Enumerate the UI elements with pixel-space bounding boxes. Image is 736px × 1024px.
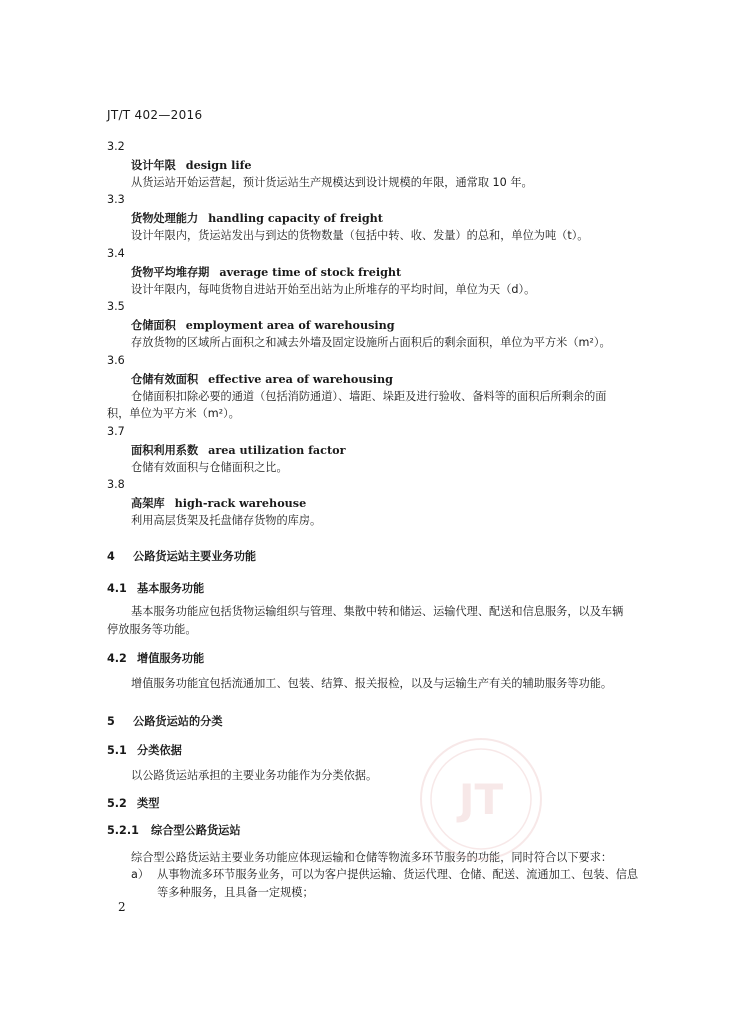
term-number: 3.3 (107, 193, 125, 206)
subsection-number: 4.1 (107, 582, 127, 595)
subsection-heading (107, 742, 182, 758)
page-number: 2 (118, 900, 126, 914)
term-en: design life (185, 158, 252, 172)
term-zh: 货物平均堆存期 (131, 266, 210, 279)
subsection-heading (107, 795, 159, 811)
term-number: 3.2 (107, 140, 125, 153)
term-definition: 从货运站开始运营起，预计货运站生产规模达到设计规模的年限，通常取 10 年。 (131, 176, 533, 189)
term-en: handling capacity of freight (208, 211, 383, 225)
subsubsection-heading (107, 822, 241, 838)
term-en: area utilization factor (208, 443, 346, 457)
term-title (131, 442, 346, 459)
list-item-text-continued: 等多种服务，且具备一定规模； (157, 886, 314, 899)
paragraph-continued: 停放服务等功能。 (107, 623, 197, 636)
list-marker: a） (131, 868, 150, 881)
term-definition-continued: 积，单位为平方米（m²）。 (107, 407, 240, 420)
term-definition: 仓储面积扣除必要的通道（包括消防通道）、墙距、垛距及进行验收、备料等的面积后所剩余的面 (131, 390, 607, 403)
term-number: 3.8 (107, 478, 125, 491)
term-zh: 货物处理能力 (131, 212, 199, 225)
term-number: 3.7 (107, 425, 125, 438)
term-en: employment area of warehousing (185, 318, 395, 332)
term-title (131, 495, 306, 512)
subsection-number: 4.2 (107, 652, 127, 665)
section-number: 5 (107, 715, 115, 728)
term-en: high-rack warehouse (174, 496, 307, 510)
subsection-title: 类型 (137, 797, 160, 810)
jt-seal-watermark (418, 736, 544, 862)
term-definition: 设计年限内，货运站发出与到达的货物数量（包括中转、收、发量）的总和，单位为吨（t）。 (131, 229, 589, 242)
subsection-title: 增值服务功能 (137, 652, 205, 665)
subsubsection-number: 5.2.1 (107, 824, 139, 837)
term-title (131, 264, 401, 281)
term-title (131, 371, 393, 388)
term-definition: 利用高层货架及托盘储存货物的库房。 (131, 514, 322, 527)
term-zh: 设计年限 (131, 159, 176, 172)
subsubsection-title: 综合型公路货运站 (151, 824, 241, 837)
subsection-number: 5.1 (107, 744, 127, 757)
term-zh: 仓储面积 (131, 319, 176, 332)
paragraph: 增值服务功能宜包括流通加工、包装、结算、报关报检，以及与运输生产有关的辅助服务等功能。 (131, 677, 613, 690)
section-title: 公路货运站的分类 (133, 715, 223, 728)
section-heading (107, 548, 256, 564)
term-definition: 存放货物的区域所占面积之和减去外墙及固定设施所占面积后的剩余面积，单位为平方米（m²）。 (131, 336, 611, 349)
standard-code: JT/T 402—2016 (107, 108, 203, 122)
paragraph: 基本服务功能应包括货物运输组织与管理、集散中转和储运、运输代理、配送和信息服务，以及车辆 (131, 605, 624, 618)
term-zh: 高架库 (131, 497, 165, 510)
subsection-heading (107, 650, 204, 666)
term-number: 3.5 (107, 300, 125, 313)
paragraph: 综合型公路货运站主要业务功能应体现运输和仓储等物流多环节服务的功能，同时符合以下要求： (131, 851, 613, 864)
seal-text: JT (458, 775, 504, 824)
subsection-title: 基本服务功能 (137, 582, 205, 595)
term-zh: 面积利用系数 (131, 444, 199, 457)
term-number: 3.6 (107, 354, 125, 367)
term-definition: 仓储有效面积与仓储面积之比。 (131, 461, 288, 474)
term-zh: 仓储有效面积 (131, 373, 199, 386)
subsection-number: 5.2 (107, 797, 127, 810)
term-en: average time of stock freight (219, 265, 402, 279)
term-definition: 设计年限内，每吨货物自进站开始至出站为止所堆存的平均时间，单位为天（d）。 (131, 283, 536, 296)
section-number: 4 (107, 550, 115, 563)
term-number: 3.4 (107, 247, 125, 260)
list-item-text: 从事物流多环节服务业务，可以为客户提供运输、货运代理、仓储、配送、流通加工、包装、信息 (157, 868, 639, 881)
subsection-title: 分类依据 (137, 744, 182, 757)
term-en: effective area of warehousing (208, 372, 394, 386)
term-title (131, 317, 395, 334)
term-title (131, 157, 252, 174)
paragraph: 以公路货运站承担的主要业务功能作为分类依据。 (131, 769, 378, 782)
section-title: 公路货运站主要业务功能 (133, 550, 257, 563)
term-title (131, 210, 383, 227)
section-heading (107, 713, 223, 729)
subsection-heading (107, 580, 204, 596)
